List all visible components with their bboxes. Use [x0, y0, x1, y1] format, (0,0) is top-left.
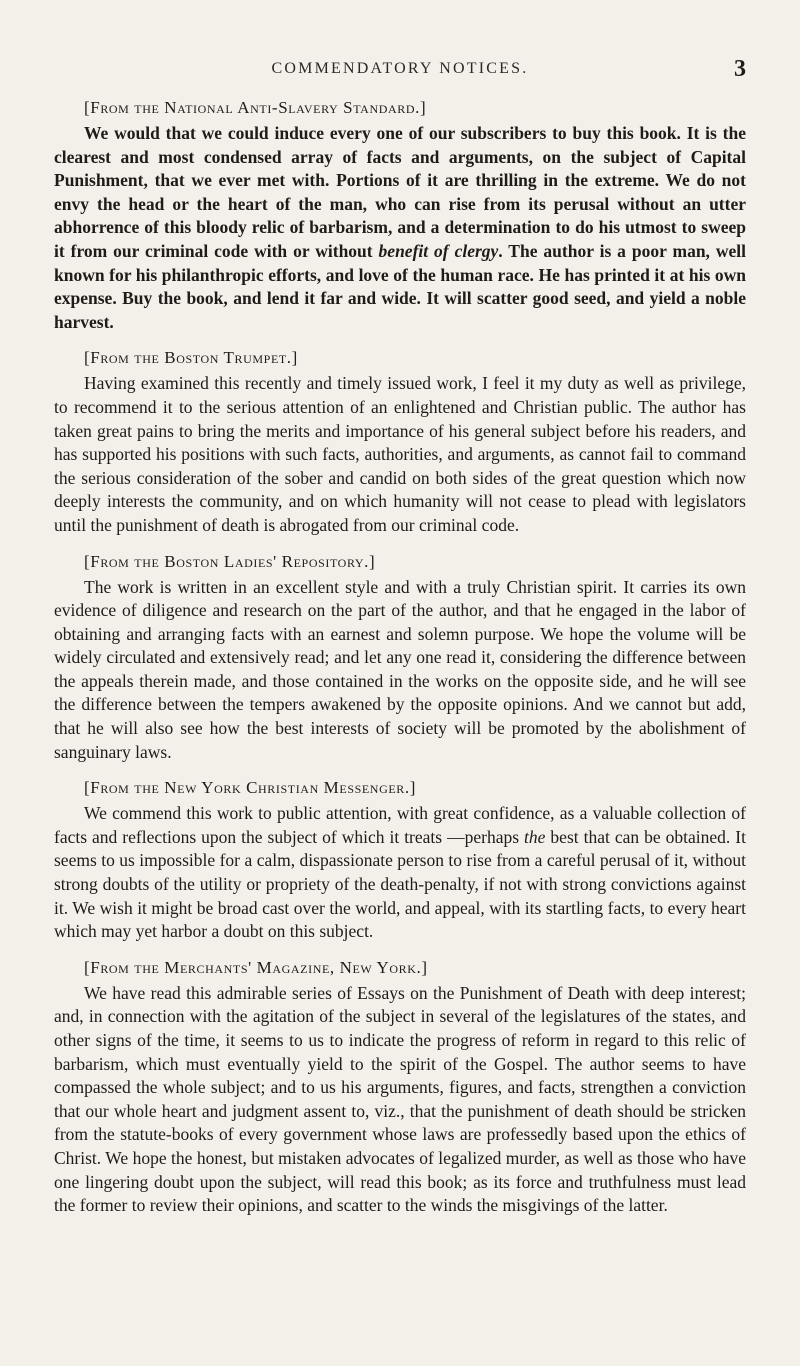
- notice-text: . The author is a poor man, well known for his philanthropic efforts, and love of the human race. He has printed it at his own expense. Buy the book, and lend it far and wide. It will scatter good seed, and yield a noble harvest.: [54, 240, 746, 332]
- notice-text: best that can be obtained. It seems to us impossible for a calm, dispassionate person to rise from a careful perusal of it, without strong doubts of the utility or propriety of the death-penalty, if not with strong convictions against it. We wish it might be broad cast over the world, and appeal, with its startling facts, to every heart which may yet harbor a doubt on this subject.: [54, 826, 746, 942]
- notice-source: [From the Boston Ladies' Repository.]: [84, 551, 376, 571]
- notice-merchants-magazine: [54, 956, 746, 1218]
- running-head: [54, 56, 746, 96]
- notice-boston-ladies-repository: [54, 550, 746, 765]
- notice-body: We have read this admirable series of Essays on the Punishment of Death with deep interest; and, in connection with the agitation of the subject in several of the legislatures of the states, and other signs of the time, it seems to us to indicate the progress of reform in regard to this relic of barbarism, which must eventually yield to the spirit of the Gospel. The author seems to have compassed the whole subject; and to us his arguments, figures, and facts, strengthen a conviction that our whole heart and judgment assent to, viz., that the punishment of death should be stricken from the statute-books of every government whose laws are professedly based upon the ethics of Christ. We hope the honest, but mistaken advocates of legalized murder, as well as those who have one lingering doubt upon the subject, will read this book; as its force and truthfulness must lead the former to review their opinions, and scatter to the winds the misgivings of the latter.: [54, 982, 746, 1216]
- notice-new-york-christian-messenger: [54, 776, 746, 944]
- notice-emphasis: the: [524, 826, 546, 847]
- notice-text: We commend this work to public attention, with great confidence, as a valuable collection of facts and reflections upon the subject of which it treats —perhaps: [54, 803, 746, 847]
- notice-text: We would that we could induce every one of our subscribers to buy this book. It is the clearest and most condensed array of facts and arguments, on the subject of Capital Punishment, that we ever met with. Portions of it are thrilling in the extreme. We do not envy the head or the heart of the man, who can rise from its perusal without an utter abhorrence of this bloody relic of barbarism, and a determination to do his utmost to sweep it from our criminal code with or without: [54, 123, 746, 261]
- running-title: COMMENDATORY NOTICES.: [271, 60, 529, 77]
- notice-source: [From the Boston Trumpet.]: [84, 348, 298, 368]
- notice-emphasis: benefit of clergy: [378, 240, 499, 261]
- notice-source: [From the Merchants' Magazine, New York.]: [84, 957, 428, 977]
- notice-source: [From the National Anti-Slavery Standard.]: [84, 98, 427, 117]
- notice-source: [From the New York Christian Messenger.]: [84, 778, 416, 798]
- notice-body: The work is written in an excellent style and with a truly Christian spirit. It carries its own evidence of diligence and research on the part of the author, and that he engaged in the labor of obtaining and arranging facts with an earnest and solemn purpose. We hope the volume will be widely circulated and extensively read; and let any one read it, considering the difference between the appeals therein made, and those contained in the works on the opposite side, and he will see the difference between the tempers awakened by the opposite opinions. And we cannot but add, that he will also see how the best interests of society will be promoted by the abolishment of sanguinary laws.: [54, 576, 746, 762]
- notice-body: [54, 802, 746, 944]
- notice-body: [54, 122, 746, 334]
- notice-anti-slavery-standard: [54, 96, 746, 334]
- notice-boston-trumpet: [54, 346, 746, 537]
- notice-body: Having examined this recently and timely issued work, I feel it my duty as well as privilege, to recommend it to the serious attention of an enlightened and Christian public. The author has taken great pains to bring the merits and importance of his general subject before his readers, and has supported his positions with such facts, authorities, and arguments, as cannot fail to command the serious consideration of the sober and candid on both sides of the great question which now deeply interests the community, and on which humanity will not cease to plead with legislators until the punishment of death is abrogated from our criminal code.: [54, 373, 746, 535]
- page-number: 3: [734, 56, 746, 82]
